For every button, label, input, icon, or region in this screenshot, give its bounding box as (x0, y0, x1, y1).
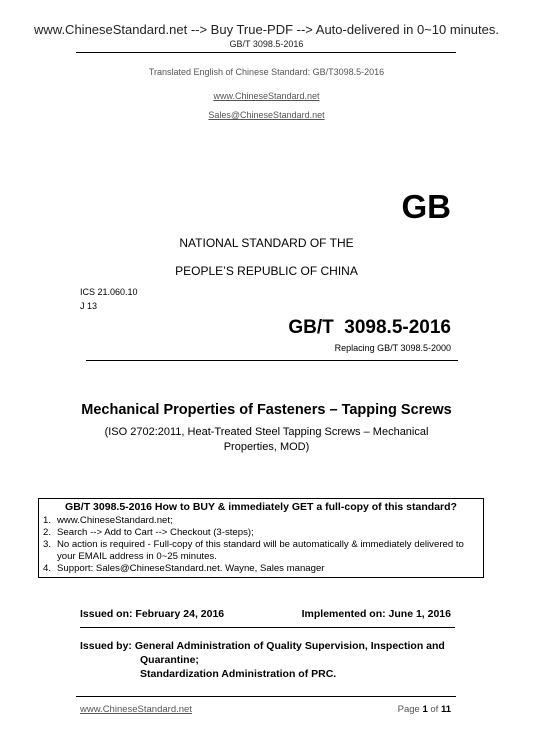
list-item-text[interactable]: www.ChineseStandard.net; (57, 515, 173, 526)
dates-divider (80, 627, 455, 628)
list-item-number: 4. (43, 563, 52, 574)
document-subtitle: (ISO 2702:2011, Heat-Treated Steel Tapping Screws – Mechanical Properties, MOD) (104, 426, 429, 453)
buy-box-heading: GB/T 3098.5-2016 How to BUY & immediately GET a full-copy of this standard? (65, 501, 457, 513)
implemented-date: Implemented on: June 1, 2016 (301, 608, 451, 620)
header-divider (76, 52, 456, 53)
website-link-wrapper (0, 86, 533, 104)
document-title: Mechanical Properties of Fasteners – Tapping Screws (81, 402, 452, 418)
list-item-text: No action is required - Full-copy of this standard will be automatically & immediately delivered to your EMAIL address in 0~25 minutes. (57, 539, 464, 562)
standard-code: GB/T 3098.5-2016 (288, 317, 451, 338)
issuer-block (80, 639, 480, 681)
issuer-line2: Quarantine; (140, 654, 199, 666)
page-total: 11 (440, 704, 451, 715)
national-standard-line1: NATIONAL STANDARD OF THE (179, 236, 354, 250)
list-item (43, 515, 479, 527)
list-item-text: Search --> Add to Cart --> Checkout (3-steps); (57, 527, 254, 538)
email-link-wrapper (0, 105, 533, 123)
list-item (43, 563, 479, 575)
issuer-line3: Standardization Administration of PRC. (140, 668, 337, 680)
translated-line: Translated English of Chinese Standard: GB/T3098.5-2016 (148, 67, 385, 77)
list-item-number: 2. (43, 527, 52, 538)
list-item (43, 527, 479, 539)
list-item (43, 539, 479, 563)
footer-divider (76, 696, 456, 697)
ics-code: ICS 21.060.10 (80, 287, 138, 297)
page-of: of (430, 704, 439, 715)
replacing-note: Replacing GB/T 3098.5-2000 (334, 343, 451, 353)
ccs-code: J 13 (80, 301, 98, 311)
page-current: 1 (422, 704, 428, 715)
header-top-line: www.ChineseStandard.net --> Buy True-PDF --> Auto-delivered in 0~10 minutes. (34, 22, 499, 37)
issuer-line1: Issued by: General Administration of Quality Supervision, Inspection and (80, 640, 445, 652)
email-link[interactable]: Sales@ChineseStandard.net (208, 110, 325, 120)
issued-date: Issued on: February 24, 2016 (80, 608, 225, 620)
national-standard-line2: PEOPLE’S REPUBLIC OF CHINA (175, 264, 358, 278)
page-indicator (398, 704, 451, 715)
list-item-text: Support: Sales@ChineseStandard.net. Wayne, Sales manager (57, 563, 325, 574)
list-item-number: 1. (43, 515, 52, 526)
buy-instructions-box (38, 498, 484, 578)
list-item-number: 3. (43, 539, 52, 550)
header-standard-code: GB/T 3098.5-2016 (229, 39, 304, 49)
title-divider (86, 360, 458, 361)
website-link[interactable]: www.ChineseStandard.net (213, 91, 320, 101)
gb-logo: GB (401, 188, 451, 225)
footer-website-link[interactable]: www.ChineseStandard.net (80, 704, 192, 715)
page-label: Page (397, 704, 420, 715)
